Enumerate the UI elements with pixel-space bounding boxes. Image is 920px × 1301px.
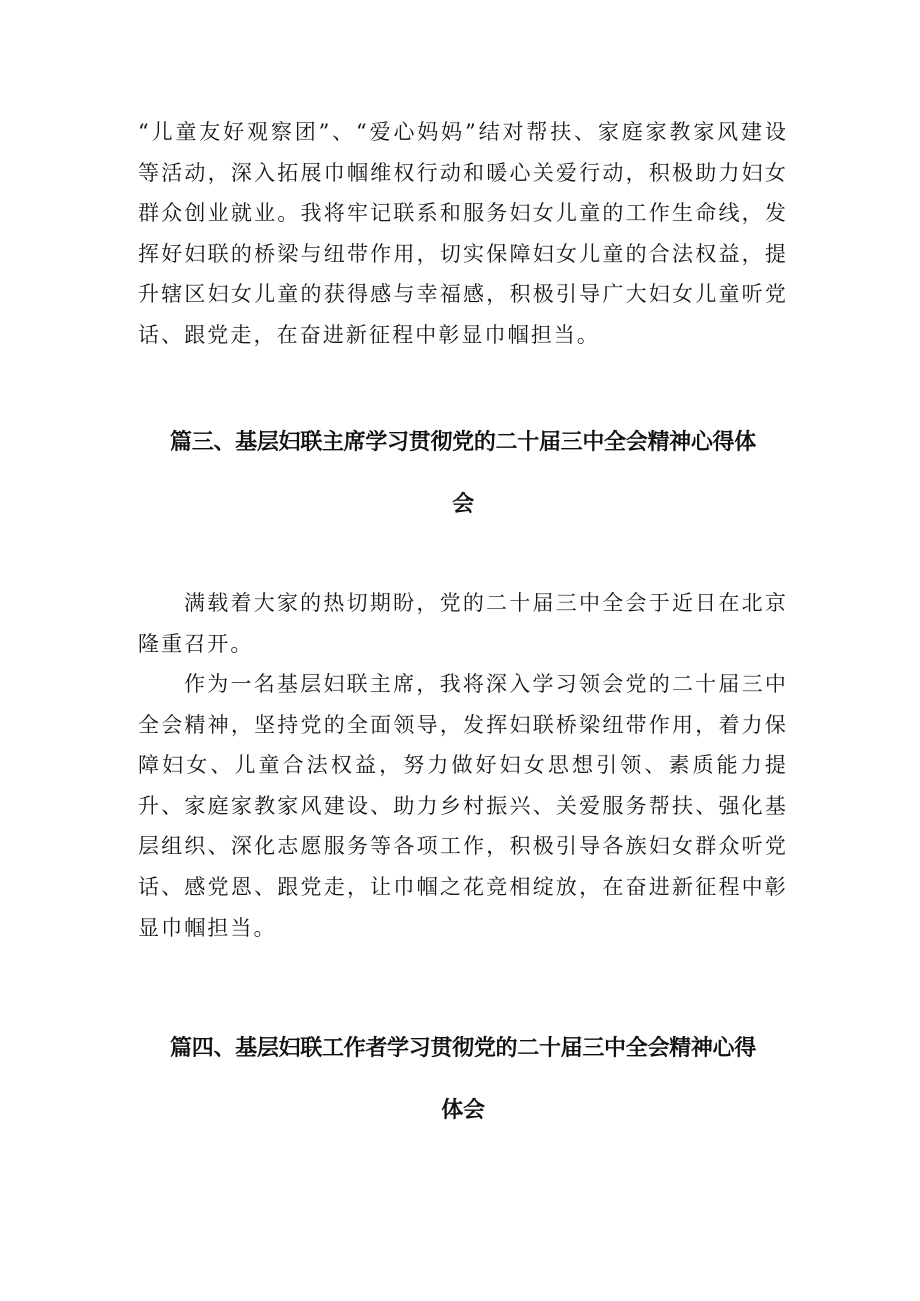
- section3-paragraph-1: 满载着大家的热切期盼，党的二十届三中全会于近日在北京隆重召开。: [138, 591, 788, 656]
- section4-title: 篇四、基层妇联工作者学习贯彻党的二十届三中全会精神心得体会: [170, 1036, 756, 1123]
- section3-title: 篇三、基层妇联主席学习贯彻党的二十届三中全会精神心得体会: [170, 430, 756, 517]
- section3-paragraph-2: 作为一名基层妇联主席，我将深入学习领会党的二十届三中全会精神，坚持党的全面领导，发挥妇联桥梁纽带作用，着力保障妇女、儿童合法权益，努力做好妇女思想引领、素质能力提升、家庭家教家风建设、助力乡村振兴、关爱服务帮扶、强化基层组织、深化志愿服务等各项工作，积极引导各族妇女群众听党话、感党恩、跟党走，让巾帼之花竞相绽放，在奋进新征程中彰显巾帼担当。: [138, 672, 788, 940]
- continuation-paragraph: “儿童友好观察团”、“爱心妈妈”结对帮扶、家庭家教家风建设等活动，深入拓展巾帼维权行动和暖心关爱行动，积极助力妇女群众创业就业。我将牢记联系和服务妇女儿童的工作生命线，发挥好妇联的桥梁与纽带作用，切实保障妇女儿童的合法权益，提升辖区妇女儿童的获得感与幸福感，积极引导广大妇女儿童听党话、跟党走，在奋进新征程中彰显巾帼担当。: [138, 120, 788, 347]
